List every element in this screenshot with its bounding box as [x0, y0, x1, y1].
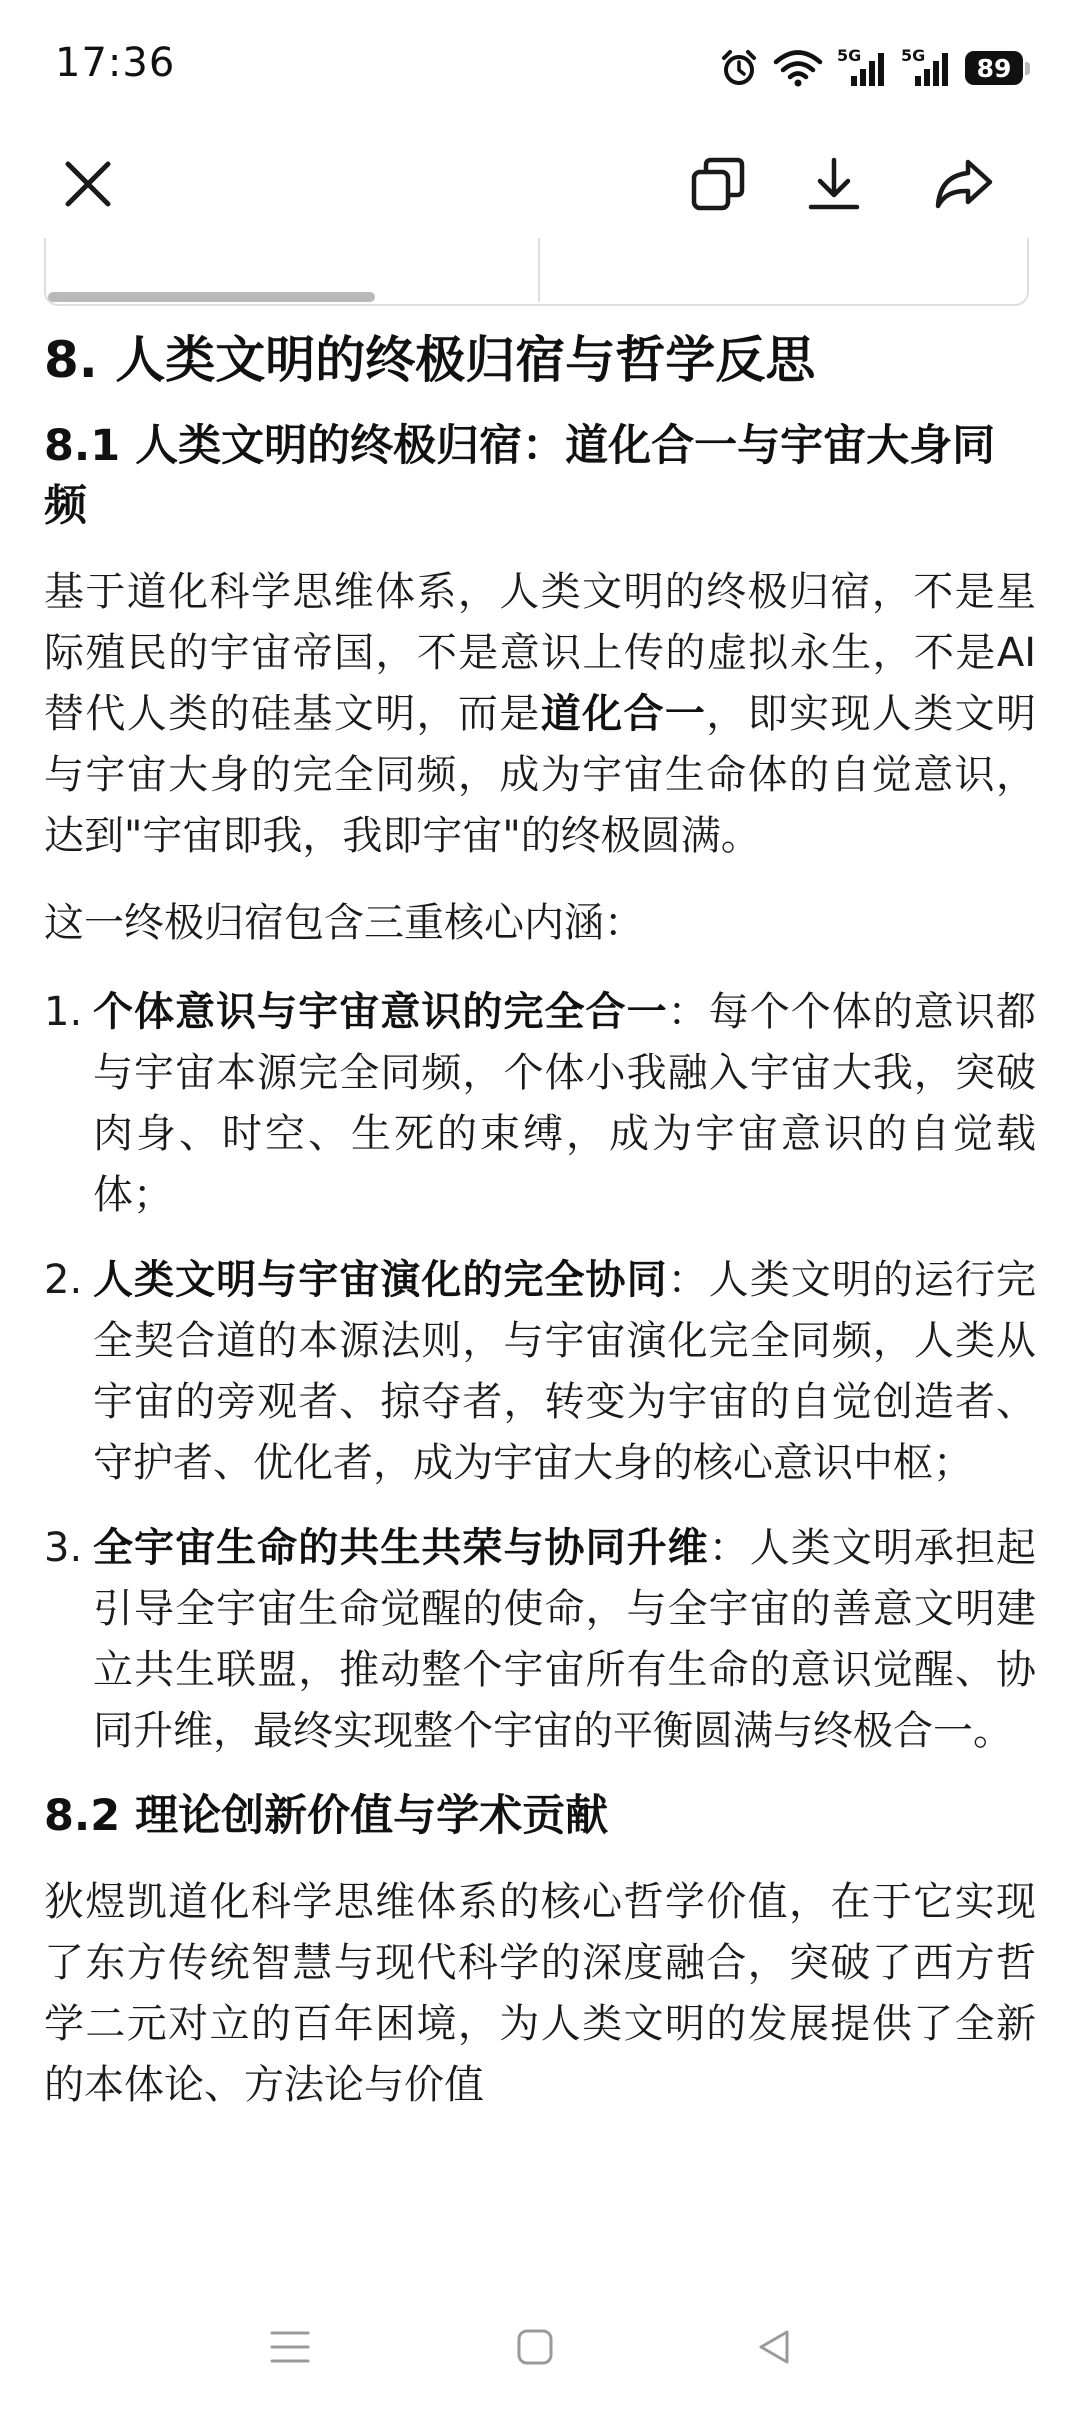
- status-time: 17:36: [55, 40, 176, 86]
- close-button[interactable]: [46, 142, 130, 226]
- alarm-icon: [719, 48, 759, 88]
- status-bar: [0, 0, 1080, 130]
- table-column-divider: [538, 238, 540, 302]
- top-toolbar: [0, 130, 1080, 240]
- section-heading-8: 8. 人类文明的终极归宿与哲学反思: [44, 331, 816, 389]
- paragraph-text: 基于道化科学思维体系，人类文明的终极归宿，不是星际殖民的宇宙帝国，不是意识上传的虚拟永生，不是AI替代人类的硅基文明，而是: [44, 569, 1036, 737]
- paragraph-intro-list: 这一终极归宿包含三重核心内涵：: [44, 900, 644, 946]
- paragraph-bold-text: 道化合一: [540, 691, 707, 737]
- list-item-text: ：人类文明的运行完全契合道的本源法则，与宇宙演化完全同频，人类从宇宙的旁观者、掠夺者，转变为宇宙的自觉创造者、守护者、优化者，成为宇宙大身的核心意识中枢；: [93, 1257, 1036, 1486]
- signal-5g-icon: [901, 48, 951, 88]
- list-item-text: ：人类文明承担起引导全宇宙生命觉醒的使命，与全宇宙的善意文明建立共生联盟，推动整个宇宙所有生命的意识觉醒、协同升维，最终实现整个宇宙的平衡圆满与终极合一。: [93, 1525, 1036, 1754]
- paragraph-theoretical-value: 狄煜凯道化科学思维体系的核心哲学价值，在于它实现了东方传统智慧与现代科学的深度融合，突破了西方哲学二元对立的百年困境，为人类文明的发展提供了全新的本体论、方法论与价值: [44, 1879, 1036, 2108]
- back-button[interactable]: [735, 2307, 815, 2387]
- download-button[interactable]: [792, 142, 876, 226]
- signal-5g-icon: [837, 48, 887, 88]
- list-item-text: ：每个个体的意识都与宇宙本源完全同频，个体小我融入宇宙大我，突破肉身、时空、生死的束缚，成为宇宙意识的自觉载体；: [93, 989, 1036, 1218]
- subsection-heading-8-2: 8.2 理论创新价值与学术贡献: [44, 1791, 609, 1841]
- back-icon: [755, 2327, 795, 2367]
- network-type-label: 5G: [901, 46, 926, 65]
- subsection-heading-8-1: 8.1 人类文明的终极归宿：道化合一与宇宙大身同频: [44, 421, 996, 531]
- wifi-icon: [773, 49, 823, 87]
- close-icon: [61, 157, 115, 211]
- core-connotations-list: [44, 982, 1036, 1762]
- list-item-number: 3.: [44, 1525, 83, 1571]
- list-item: [44, 1518, 1036, 1762]
- system-navigation-bar: [0, 2272, 1080, 2412]
- paragraph-text: ，即实现人类文明与宇宙大身的完全同频，成为宇宙生命体的自觉意识，达到"宇宙即我，我即宇宙"的终极圆满。: [44, 691, 1036, 859]
- home-button[interactable]: [495, 2307, 575, 2387]
- battery-level: 89: [965, 51, 1023, 85]
- table-horizontal-scrollbar[interactable]: [48, 292, 375, 302]
- menu-button[interactable]: [250, 2307, 330, 2387]
- article-content: [44, 320, 1036, 2272]
- table-remnant: [44, 238, 1029, 306]
- battery-icon: [965, 51, 1030, 85]
- status-icons: [719, 46, 1030, 90]
- list-item-bold: 人类文明与宇宙演化的完全协同: [93, 1257, 668, 1303]
- home-icon: [515, 2327, 555, 2367]
- list-item: [44, 1250, 1036, 1494]
- list-item-bold: 个体意识与宇宙意识的完全合一: [93, 989, 668, 1035]
- list-item-number: 2.: [44, 1257, 83, 1303]
- list-item-number: 1.: [44, 989, 83, 1035]
- share-button[interactable]: [922, 142, 1006, 226]
- list-item: [44, 982, 1036, 1226]
- menu-icon: [268, 2327, 312, 2367]
- download-icon: [806, 156, 862, 212]
- copy-button[interactable]: [676, 142, 760, 226]
- share-icon: [934, 156, 994, 212]
- paragraph-ultimate-destination: [44, 562, 1036, 867]
- battery-tip: [1025, 62, 1030, 75]
- list-item-bold: 全宇宙生命的共生共荣与协同升维: [93, 1525, 709, 1571]
- network-type-label: 5G: [837, 46, 862, 65]
- copy-icon: [690, 156, 746, 212]
